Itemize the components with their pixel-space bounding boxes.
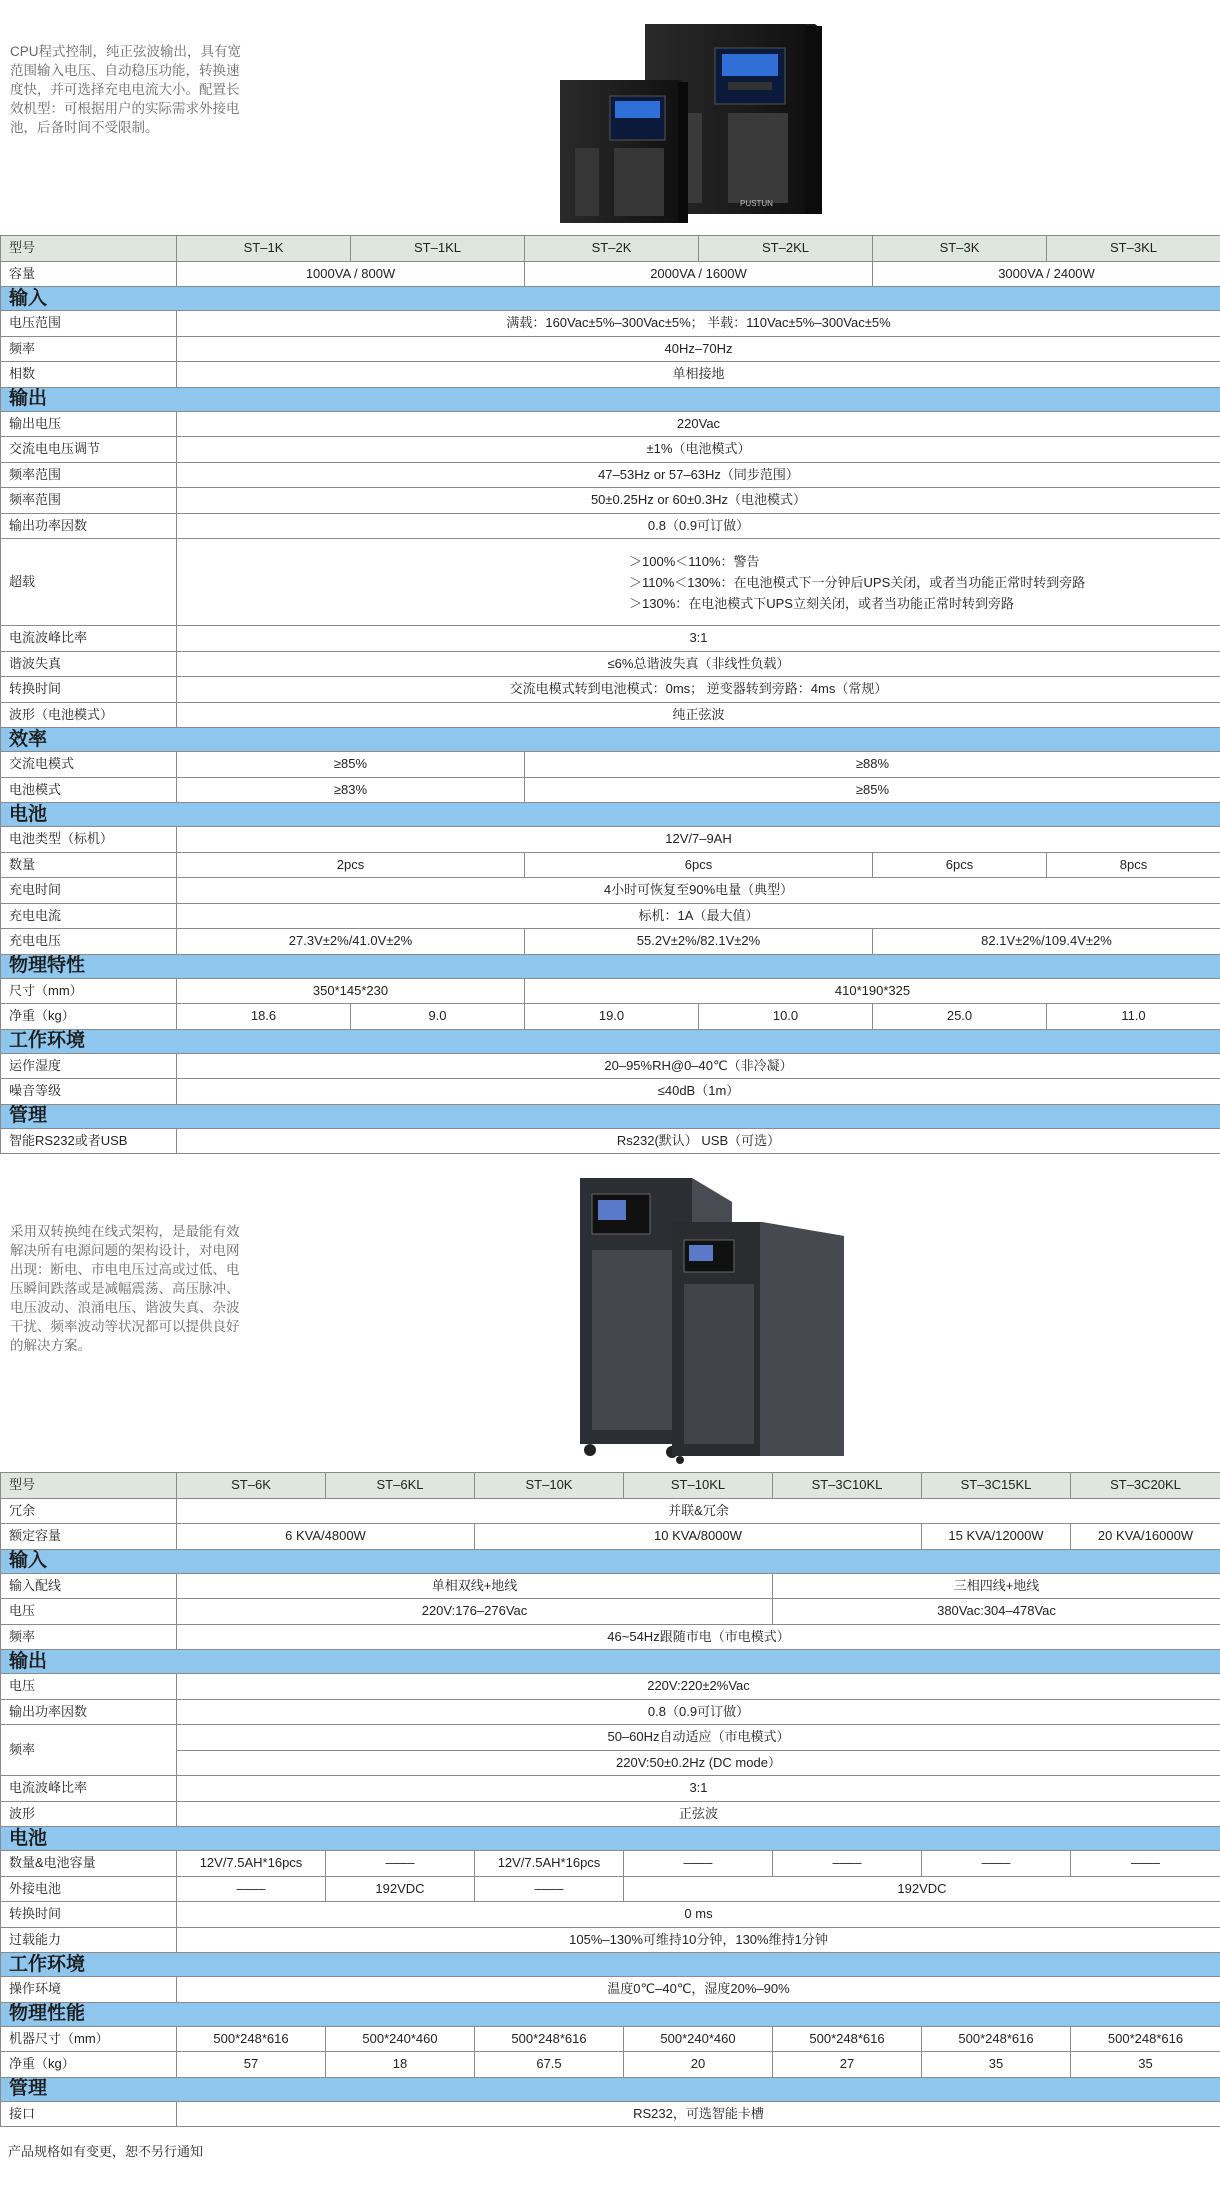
section-header-row — [1, 287, 1220, 311]
section-title: 效率 — [1, 728, 1220, 752]
spec-value: 40Hz–70Hz — [177, 336, 1220, 362]
model-name: ST–6KL — [326, 1473, 475, 1499]
spec-value: 27.3V±2%/41.0V±2% — [177, 929, 525, 955]
spec-value: 3:1 — [177, 626, 1220, 652]
model-name: ST–3C20KL — [1071, 1473, 1220, 1499]
model-name: ST–3K — [873, 236, 1047, 262]
spec-row — [1, 878, 1220, 904]
footnote: 产品规格如有变更，恕不另行通知 — [8, 2144, 204, 2159]
spec-value: 27 — [773, 2052, 922, 2078]
spec-row — [1, 1573, 1220, 1599]
spec-row — [1, 1498, 1220, 1524]
spec-value: –––– — [326, 1851, 475, 1877]
spec-label: 转换时间 — [1, 677, 177, 703]
spec-label: 尺寸（mm） — [1, 978, 177, 1004]
spec-label: 频率 — [1, 1725, 177, 1776]
section-header-row — [1, 1549, 1220, 1573]
spec-label: 电压范围 — [1, 311, 177, 337]
spec-value: 410*190*325 — [525, 978, 1220, 1004]
spec-value: 4小时可恢复至90%电量（典型） — [177, 878, 1220, 904]
spec-label: 电压 — [1, 1599, 177, 1625]
model-name: ST–1K — [177, 236, 351, 262]
spec-row — [1, 1599, 1220, 1625]
spec-label: 智能RS232或者USB — [1, 1128, 177, 1154]
spec-label: 充电电压 — [1, 929, 177, 955]
spec-value: 单相接地 — [177, 362, 1220, 388]
spec-label: 操作环境 — [1, 1977, 177, 2003]
spec-label: 容量 — [1, 261, 177, 287]
spec-value: 500*248*616 — [922, 2026, 1071, 2052]
spec-value: 8pcs — [1047, 852, 1220, 878]
spec-row — [1, 1004, 1220, 1030]
spec-value: 25.0 — [873, 1004, 1047, 1030]
spec-value: 47–53Hz or 57–63Hz（同步范围） — [177, 462, 1220, 488]
spec-label: 超载 — [1, 539, 177, 626]
spec-row — [1, 626, 1220, 652]
spec-value: –––– — [922, 1851, 1071, 1877]
spec-value: 50±0.25Hz or 60±0.3Hz（电池模式） — [177, 488, 1220, 514]
spec-row — [1, 677, 1220, 703]
spec-row — [1, 1053, 1220, 1079]
model-name: ST–1KL — [351, 236, 525, 262]
spec-label: 输入配线 — [1, 1573, 177, 1599]
spec-row — [1, 2026, 1220, 2052]
spec-row — [1, 777, 1220, 803]
model-header-row — [1, 236, 1220, 262]
spec-value: 6pcs — [525, 852, 873, 878]
spec-label: 充电电流 — [1, 903, 177, 929]
spec-value: 19.0 — [525, 1004, 699, 1030]
spec-value: 1000VA / 800W — [177, 261, 525, 287]
overload-line: ＞130%：在电池模式下UPS立刻关闭，或者当功能正常时转到旁路 — [629, 595, 1014, 611]
spec-value: ≥85% — [177, 752, 525, 778]
spec-row — [1, 852, 1220, 878]
spec-value: 35 — [1071, 2052, 1220, 2078]
spec-value: 67.5 — [475, 2052, 624, 2078]
model-name: ST–3C10KL — [773, 1473, 922, 1499]
spec-label: 噪音等级 — [1, 1079, 177, 1105]
spec-value: ≥88% — [525, 752, 1220, 778]
spec-value: 交流电模式转到电池模式：0ms； 逆变器转到旁路：4ms（常规） — [177, 677, 1220, 703]
section-header-row — [1, 1827, 1220, 1851]
spec-label: 过载能力 — [1, 1927, 177, 1953]
section-title: 输出 — [1, 387, 1220, 411]
spec-row — [1, 929, 1220, 955]
section-title: 电池 — [1, 1827, 1220, 1851]
spec-value: RS232，可选智能卡槽 — [177, 2101, 1220, 2127]
section-title: 输出 — [1, 1650, 1220, 1674]
section-title: 输入 — [1, 1549, 1220, 1573]
section-title: 电池 — [1, 803, 1220, 827]
ups-tower-image-2 — [572, 1172, 862, 1464]
spec-value: 57 — [177, 2052, 326, 2078]
spec-value: 500*248*616 — [773, 2026, 922, 2052]
spec-row — [1, 1725, 1220, 1751]
spec-label: 输出功率因数 — [1, 1699, 177, 1725]
section-header-row — [1, 1029, 1220, 1053]
spec-value: 纯正弦波 — [177, 702, 1220, 728]
spec-value: 20 KVA/16000W — [1071, 1524, 1220, 1550]
spec-label: 电池模式 — [1, 777, 177, 803]
spec-value: 标机：1A（最大值） — [177, 903, 1220, 929]
spec-row — [1, 1927, 1220, 1953]
spec-label: 电流波峰比率 — [1, 626, 177, 652]
spec-value: –––– — [177, 1876, 326, 1902]
spec-value: 350*145*230 — [177, 978, 525, 1004]
spec-value: ≤6%总谐波失真（非线性负载） — [177, 651, 1220, 677]
section-header-row — [1, 1650, 1220, 1674]
spec-value: 11.0 — [1047, 1004, 1220, 1030]
spec-value: 三相四线+地线 — [773, 1573, 1220, 1599]
spec-value: –––– — [624, 1851, 773, 1877]
model-header-row — [1, 1473, 1220, 1499]
spec-value: ≥85% — [525, 777, 1220, 803]
spec-row — [1, 1776, 1220, 1802]
section-title: 物理特性 — [1, 954, 1220, 978]
spec-value: 单相双线+地线 — [177, 1573, 773, 1599]
spec-value: ±1%（电池模式） — [177, 437, 1220, 463]
spec-row — [1, 2101, 1220, 2127]
spec-row — [1, 903, 1220, 929]
spec-value: 220V:176–276Vac — [177, 1599, 773, 1625]
model-label: 型号 — [1, 236, 177, 262]
spec-value: –––– — [773, 1851, 922, 1877]
section-title: 管理 — [1, 2077, 1220, 2101]
spec-label: 运作湿度 — [1, 1053, 177, 1079]
spec-row — [1, 311, 1220, 337]
spec-row — [1, 1079, 1220, 1105]
spec-value — [177, 539, 1220, 626]
spec-value: 3000VA / 2400W — [873, 261, 1220, 287]
spec-label: 频率 — [1, 336, 177, 362]
spec-row — [1, 978, 1220, 1004]
spec-row — [1, 1674, 1220, 1700]
spec-row — [1, 362, 1220, 388]
spec-label: 交流电模式 — [1, 752, 177, 778]
spec-value: 2pcs — [177, 852, 525, 878]
section-title: 物理性能 — [1, 2002, 1220, 2026]
spec-row — [1, 702, 1220, 728]
spec-value: 并联&冗余 — [177, 1498, 1220, 1524]
spec-value: Rs232(默认） USB（可选） — [177, 1128, 1220, 1154]
spec-label: 谐波失真 — [1, 651, 177, 677]
spec-table-2 — [0, 1472, 1220, 2127]
spec-row — [1, 752, 1220, 778]
spec-row — [1, 462, 1220, 488]
spec-row — [1, 411, 1220, 437]
spec-row — [1, 437, 1220, 463]
spec-row — [1, 1902, 1220, 1928]
spec-row — [1, 651, 1220, 677]
spec-row — [1, 261, 1220, 287]
spec-row — [1, 488, 1220, 514]
spec-label: 波形（电池模式） — [1, 702, 177, 728]
spec-value: 15 KVA/12000W — [922, 1524, 1071, 1550]
spec-label: 数量&电池容量 — [1, 1851, 177, 1877]
spec-label: 净重（kg） — [1, 1004, 177, 1030]
spec-label: 频率 — [1, 1624, 177, 1650]
overload-line: ＞110%＜130%：在电池模式下一分钟后UPS关闭，或者当功能正常时转到旁路 — [629, 574, 1086, 590]
spec-value: 正弦波 — [177, 1801, 1220, 1827]
spec-value: 55.2V±2%/82.1V±2% — [525, 929, 873, 955]
spec-label: 电压 — [1, 1674, 177, 1700]
section-title: 输入 — [1, 287, 1220, 311]
section-header-row — [1, 387, 1220, 411]
model-name: ST–6K — [177, 1473, 326, 1499]
spec-label: 额定容量 — [1, 1524, 177, 1550]
spec-value: 35 — [922, 2052, 1071, 2078]
spec-label: 输出电压 — [1, 411, 177, 437]
spec-value: ≥83% — [177, 777, 525, 803]
spec-label: 转换时间 — [1, 1902, 177, 1928]
spec-label: 电流波峰比率 — [1, 1776, 177, 1802]
spec-value: 6 KVA/4800W — [177, 1524, 475, 1550]
product-intro-2: 采用双转换纯在线式架构，是最能有效解决所有电源问题的架构设计，对电网出现：断电、市电电压过高或过低、电压瞬间跌落或是减幅震荡、高压脉冲、电压波动、浪涌电压、谐波失真、杂波干扰、频率波动等状况都可以提供良好的解决方案。 — [10, 1224, 240, 1353]
spec-value: 500*240*460 — [326, 2026, 475, 2052]
spec-value: 3:1 — [177, 1776, 1220, 1802]
product-intro-1: CPU程式控制，纯正弦波输出，具有宽范围输入电压、自动稳压功能，转换速度快，并可选择充电电流大小。配置长效机型：可根据用户的实际需求外接电池，后备时间不受限制。 — [10, 44, 242, 135]
spec-label: 频率范围 — [1, 488, 177, 514]
spec-label: 交流电电压调节 — [1, 437, 177, 463]
section-header-row — [1, 803, 1220, 827]
spec-value: 220V:220±2%Vac — [177, 1674, 1220, 1700]
spec-row — [1, 827, 1220, 853]
spec-row — [1, 1801, 1220, 1827]
spec-label: 频率范围 — [1, 462, 177, 488]
spec-value: 46~54Hz跟随市电（市电模式） — [177, 1624, 1220, 1650]
spec-label: 机器尺寸（mm） — [1, 2026, 177, 2052]
spec-value: 20–95%RH@0–40℃（非冷凝） — [177, 1053, 1220, 1079]
spec-value: 105%–130%可维持10分钟，130%维持1分钟 — [177, 1927, 1220, 1953]
spec-label: 波形 — [1, 1801, 177, 1827]
spec-row — [1, 1699, 1220, 1725]
spec-value: –––– — [1071, 1851, 1220, 1877]
spec-value: 192VDC — [326, 1876, 475, 1902]
spec-value: 12V/7–9AH — [177, 827, 1220, 853]
ups-tower-image-1 — [550, 18, 840, 228]
spec-row — [1, 513, 1220, 539]
spec-label: 数量 — [1, 852, 177, 878]
model-name: ST–2KL — [699, 236, 873, 262]
spec-value: 2000VA / 1600W — [525, 261, 873, 287]
spec-value: 18.6 — [177, 1004, 351, 1030]
spec-table-1 — [0, 235, 1220, 1154]
spec-value: 6pcs — [873, 852, 1047, 878]
spec-value: 192VDC — [624, 1876, 1220, 1902]
spec-value: 满载：160Vac±5%–300Vac±5%； 半载：110Vac±5%–300Vac±5% — [177, 311, 1220, 337]
spec-label: 充电时间 — [1, 878, 177, 904]
spec-value: 220Vac — [177, 411, 1220, 437]
spec-value: 18 — [326, 2052, 475, 2078]
spec-row — [1, 1524, 1220, 1550]
section-header-row — [1, 954, 1220, 978]
spec-row — [1, 539, 1220, 626]
spec-value: 220V:50±0.2Hz (DC mode） — [177, 1750, 1220, 1776]
brand-logo: PUSTUN — [740, 199, 773, 208]
spec-row — [1, 1128, 1220, 1154]
spec-label: 电池类型（标机） — [1, 827, 177, 853]
spec-value: 380Vac:304–478Vac — [773, 1599, 1220, 1625]
spec-value: 12V/7.5AH*16pcs — [177, 1851, 326, 1877]
spec-row — [1, 336, 1220, 362]
spec-label: 输出功率因数 — [1, 513, 177, 539]
spec-value: 温度0℃–40℃，湿度20%–90% — [177, 1977, 1220, 2003]
spec-label: 净重（kg） — [1, 2052, 177, 2078]
spec-row — [1, 1624, 1220, 1650]
spec-value: 50–60Hz自动适应（市电模式） — [177, 1725, 1220, 1751]
model-name: ST–3C15KL — [922, 1473, 1071, 1499]
section-header-row — [1, 728, 1220, 752]
spec-row — [1, 1977, 1220, 2003]
spec-value: 10.0 — [699, 1004, 873, 1030]
spec-value: 500*248*616 — [475, 2026, 624, 2052]
spec-value: 500*248*616 — [177, 2026, 326, 2052]
spec-label: 接口 — [1, 2101, 177, 2127]
spec-value: ≤40dB（1m） — [177, 1079, 1220, 1105]
spec-value: –––– — [475, 1876, 624, 1902]
section-title: 工作环境 — [1, 1029, 1220, 1053]
spec-value: 20 — [624, 2052, 773, 2078]
section-header-row — [1, 1104, 1220, 1128]
section-header-row — [1, 1953, 1220, 1977]
spec-value: 9.0 — [351, 1004, 525, 1030]
model-name: ST–10K — [475, 1473, 624, 1499]
spec-value: 0.8（0.9可订做） — [177, 1699, 1220, 1725]
spec-row — [1, 2052, 1220, 2078]
spec-row — [1, 1851, 1220, 1877]
spec-value: 0.8（0.9可订做） — [177, 513, 1220, 539]
section-title: 工作环境 — [1, 1953, 1220, 1977]
spec-value: 10 KVA/8000W — [475, 1524, 922, 1550]
spec-label: 外接电池 — [1, 1876, 177, 1902]
overload-line: ＞100%＜110%：警告 — [629, 553, 760, 569]
spec-row — [1, 1750, 1220, 1776]
section-title: 管理 — [1, 1104, 1220, 1128]
section-header-row — [1, 2077, 1220, 2101]
spec-value: 12V/7.5AH*16pcs — [475, 1851, 624, 1877]
section-header-row — [1, 2002, 1220, 2026]
spec-value: 500*240*460 — [624, 2026, 773, 2052]
spec-value: 0 ms — [177, 1902, 1220, 1928]
model-name: ST–10KL — [624, 1473, 773, 1499]
spec-label: 冗余 — [1, 1498, 177, 1524]
spec-row — [1, 1876, 1220, 1902]
spec-label: 相数 — [1, 362, 177, 388]
model-name: ST–2K — [525, 236, 699, 262]
spec-value: 500*248*616 — [1071, 2026, 1220, 2052]
model-name: ST–3KL — [1047, 236, 1220, 262]
model-label: 型号 — [1, 1473, 177, 1499]
spec-value: 82.1V±2%/109.4V±2% — [873, 929, 1220, 955]
